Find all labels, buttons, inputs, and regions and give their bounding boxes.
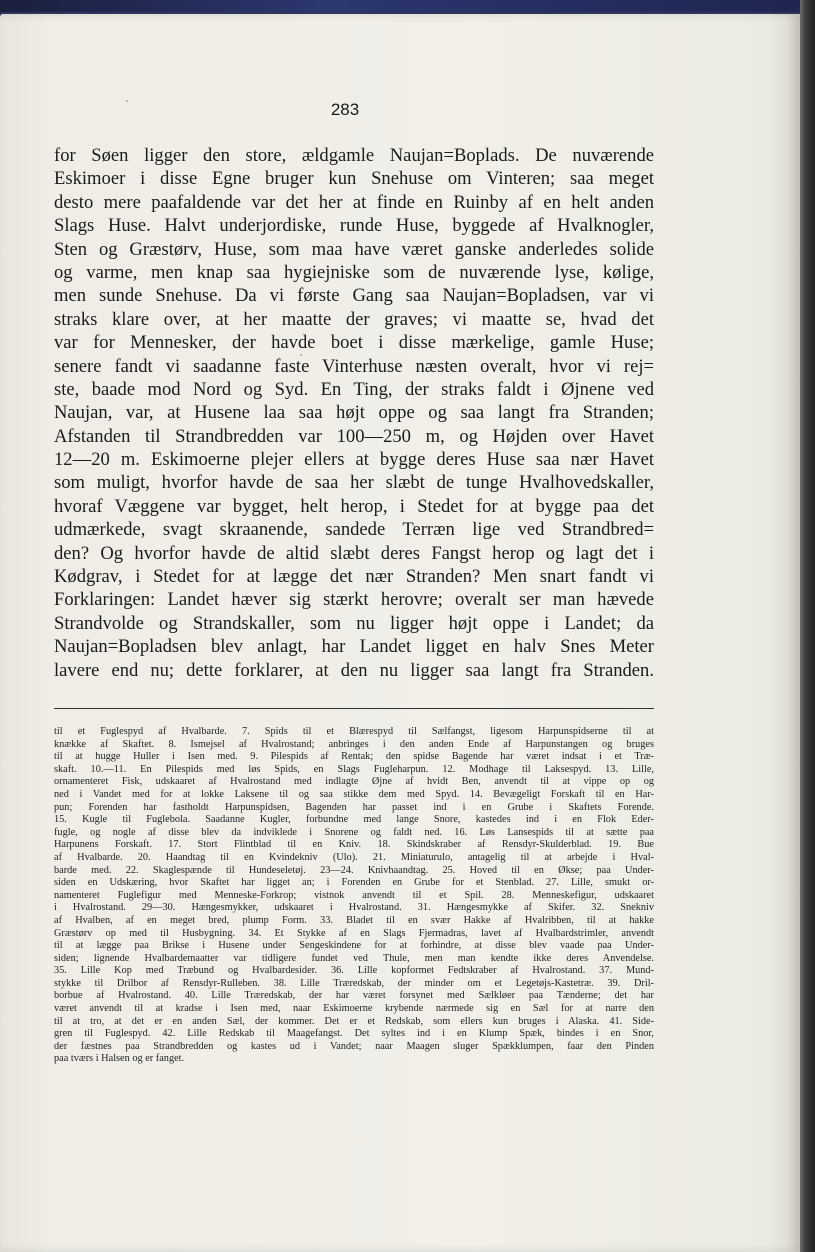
footnote-line: til at tro, at det er en anden Sæl, der kommer. Det er et Redskab, som ellers kun bruges i Alaska. 41. Side- bbox=[54, 1015, 654, 1027]
footnote-line: af Hvalben, af en meget bred, plump Form. 33. Bladet til en svær Hakke af Hvalribben, til at hakke bbox=[54, 914, 654, 926]
footnote-line: i Hvalrostand. 29—30. Hængesmykker, udskaaret i Hvalrostand. 31. Hængesmykke af Skifer. 32. Snekniv bbox=[54, 902, 654, 914]
body-line: men sunde Snehuse. Da vi første Gang saa Naujan=Bopladsen, var vi bbox=[54, 285, 654, 307]
body-line: Afstanden til Strandbredden var 100—250 m, og Højden over Havet bbox=[54, 425, 654, 447]
footnote-line: siden en Udskæring, hvor Skaftet har ligget an; i Forenden en Grube for et Stenblad. 27. Lille, smukt or- bbox=[54, 877, 654, 889]
body-line: Forklaringen: Landet hæver sig stærkt herovre; overalt ser man hævede bbox=[54, 589, 654, 611]
body-line: hvoraf Væggene var bygget, helt herop, i Stedet for at bygge paa det bbox=[54, 495, 654, 517]
body-line: Strandvolde og Strandskaller, som nu ligger højt oppe i Landet; da bbox=[54, 612, 654, 634]
body-text bbox=[54, 144, 654, 682]
body-line: straks klare over, at her maatte der graves; vi maatte se, hvad det bbox=[54, 308, 654, 330]
footnote-line: Harpunens Forskaft. 17. Stort Flintblad til en Kniv. 18. Skindskraber af Rensdyr-Skulderblad. 19. Bue bbox=[54, 839, 654, 851]
footnote-line: gren til Fuglespyd. 42. Lille Redskab til Maagefangst. Det syltes ind i en Klump Spæk, bindes i en Snor, bbox=[54, 1028, 654, 1040]
footnote-line: borbue af Hvalrostand. 40. Lille Træredskab, der har været forsynet med Sælkløer paa Tænderne; det har bbox=[54, 990, 654, 1002]
page-edge-shadow bbox=[800, 0, 815, 1252]
footnote-line: skaft. 10.—11. En Pilespids med løs Spids, en Slags Fugleharpun. 12. Modhage til Laksespyd. 13. Lille, bbox=[54, 763, 654, 775]
footnote-line: til et Fuglespyd af Hvalbarde. 7. Spids til et Blærespyd til Sælfangst, ligesom Harpunspidserne til at bbox=[54, 726, 654, 737]
body-line: for Søen ligger den store, ældgamle Naujan=Boplads. De nuværende bbox=[54, 145, 654, 166]
page-number: 283 bbox=[330, 100, 360, 119]
body-line: Naujan, var, at Husene laa saa højt oppe og saa langt fra Stranden; bbox=[54, 402, 654, 424]
body-line: den? Og hvorfor havde de altid slæbt deres Fangst herop og lagt det i bbox=[54, 542, 654, 564]
footnote-divider bbox=[54, 708, 654, 709]
footnote-line: til at lægge paa Brikse i Husene under Sengeskindene for at forhindre, at disse blev vaade paa Under- bbox=[54, 940, 654, 952]
footnote-line: der fæstnes paa Strandbredden og kastes ud i Vandet; naar Maagen sluger Spækklumpen, faar den Pinden bbox=[54, 1040, 654, 1052]
footnote-line: 35. Lille Kop med Træbund og Hvalbardesider. 36. Lille kopformet Fedtskraber af Hvalrostand. 37. Mund- bbox=[54, 965, 654, 977]
body-line: lavere end nu; dette forklarer, at den nu ligger saa langt fra Stranden. bbox=[54, 659, 654, 681]
body-line: desto mere paafaldende var det her at finde en Ruinby af en helt anden bbox=[54, 191, 654, 213]
footnote-line: til at hugge Huller i Isen med. 9. Pilespids af Rentak; den spidse Bagende har været indsat i et Træ- bbox=[54, 751, 654, 763]
body-line: som muligt, hvorfor havde de saa her slæbt de tunge Hvalhovedskaller, bbox=[54, 472, 654, 494]
footnotes bbox=[54, 726, 654, 1066]
footnote-line: ned i Vandet med for at lokke Laksene til og saa stikke dem med Spyd. 14. Bevægeligt Forskaft til en Har- bbox=[54, 788, 654, 800]
body-line: Eskimoer i disse Egne bruger kun Snehuse om Vinteren; saa meget bbox=[54, 168, 654, 190]
body-line: Sten og Græstørv, Huse, som maa have været ganske anderledes solide bbox=[54, 238, 654, 260]
footnote-line: været anvendt til at kradse i Isen med, naar Eskimoerne krybende nærmede sig en Sæl for at narre den bbox=[54, 1003, 654, 1015]
body-line: og varme, men knap saa hygiejniske som de nuværende lyse, kølige, bbox=[54, 261, 654, 283]
footnote-line: namenteret Fuglefigur med Menneske-Forkrop; vistnok anvendt til et Spil. 28. Menneskefigur, udskaaret bbox=[54, 889, 654, 901]
book-page bbox=[0, 14, 800, 1252]
body-line: Kødgrav, i Stedet for at lægge det nær Stranden? Men snart fandt vi bbox=[54, 566, 654, 588]
body-line: senere fandt vi saadanne faste Vinterhuse næsten overalt, hvor vi rej= bbox=[54, 355, 654, 377]
footnote-line: stykke til Drilbor af Rensdyr-Rulleben. 38. Lille Træredskab, der minder om et Legetøjs-Kastetræ. 39. Dril- bbox=[54, 977, 654, 989]
body-line: var for Mennesker, der havde boet i disse mærkelige, gamle Huse; bbox=[54, 332, 654, 354]
body-line: Slags Huse. Halvt underjordiske, runde Huse, byggede af Hvalknogler, bbox=[54, 215, 654, 237]
scan-speck bbox=[300, 354, 302, 356]
body-line: Naujan=Bopladsen blev anlagt, har Landet ligget en halv Snes Meter bbox=[54, 636, 654, 658]
footnote-line: Græstørv op med til Husbygning. 34. Et Stykke af en Slags Fjermadras, lavet af Hvalbardstrimler, anvendt bbox=[54, 927, 654, 939]
body-line: ste, baade mod Nord og Syd. En Ting, der straks faldt i Øjnene ved bbox=[54, 378, 654, 400]
footnote-line: ornamenteret Fisk, udskaaret af Hvalrostand med indlagte Øjne af hvidt Ben, anvendt til at vippe op og bbox=[54, 776, 654, 788]
scan-speck bbox=[126, 100, 128, 102]
body-line: 12—20 m. Eskimoerne plejer ellers at bygge deres Huse saa nær Havet bbox=[54, 449, 654, 471]
footnote-line: siden; lignende Hvalbardemaatter var tidligere fundet ved Thule, men man kendte ikke deres Anvendelse. bbox=[54, 952, 654, 964]
footnote-line: paa tværs i Halsen og er fanget. bbox=[54, 1053, 185, 1065]
footnote-line: pun; Forenden har fastholdt Harpunspidsen, Bagenden har passet ind i en Grube i Skaftets Forende. bbox=[54, 801, 654, 813]
footnote-line: barde med. 22. Skaglespænde til Hundeseletøj. 23—24. Knivhaandtag. 25. Hoved til en Økse; paa Under- bbox=[54, 864, 654, 876]
footnote-line: 15. Kugle til Fuglebola. Saadanne Kugler, forbundne med lange Snore, kastedes ind i en Flok Eder- bbox=[54, 814, 654, 826]
book-binding-edge bbox=[0, 0, 815, 12]
footnote-line: fugle, og nogle af disse blev da indviklede i Snorene og faldt ned. 16. Løs Lansespids til at sætte paa bbox=[54, 826, 654, 838]
footnote-line: af Hvalbarde. 20. Haandtag til en Kvindekniv (Ulo). 21. Miniaturulo, antagelig til at arbejde i Hval- bbox=[54, 851, 654, 863]
footnote-line: knække af Skaftet. 8. Ismejsel af Hvalrostand; anbringes i den anden Ende af Harpunstangen og bruges bbox=[54, 738, 654, 750]
body-line: udmærkede, svagt skraanende, sandede Terræn lige ved Strandbred= bbox=[54, 519, 654, 541]
